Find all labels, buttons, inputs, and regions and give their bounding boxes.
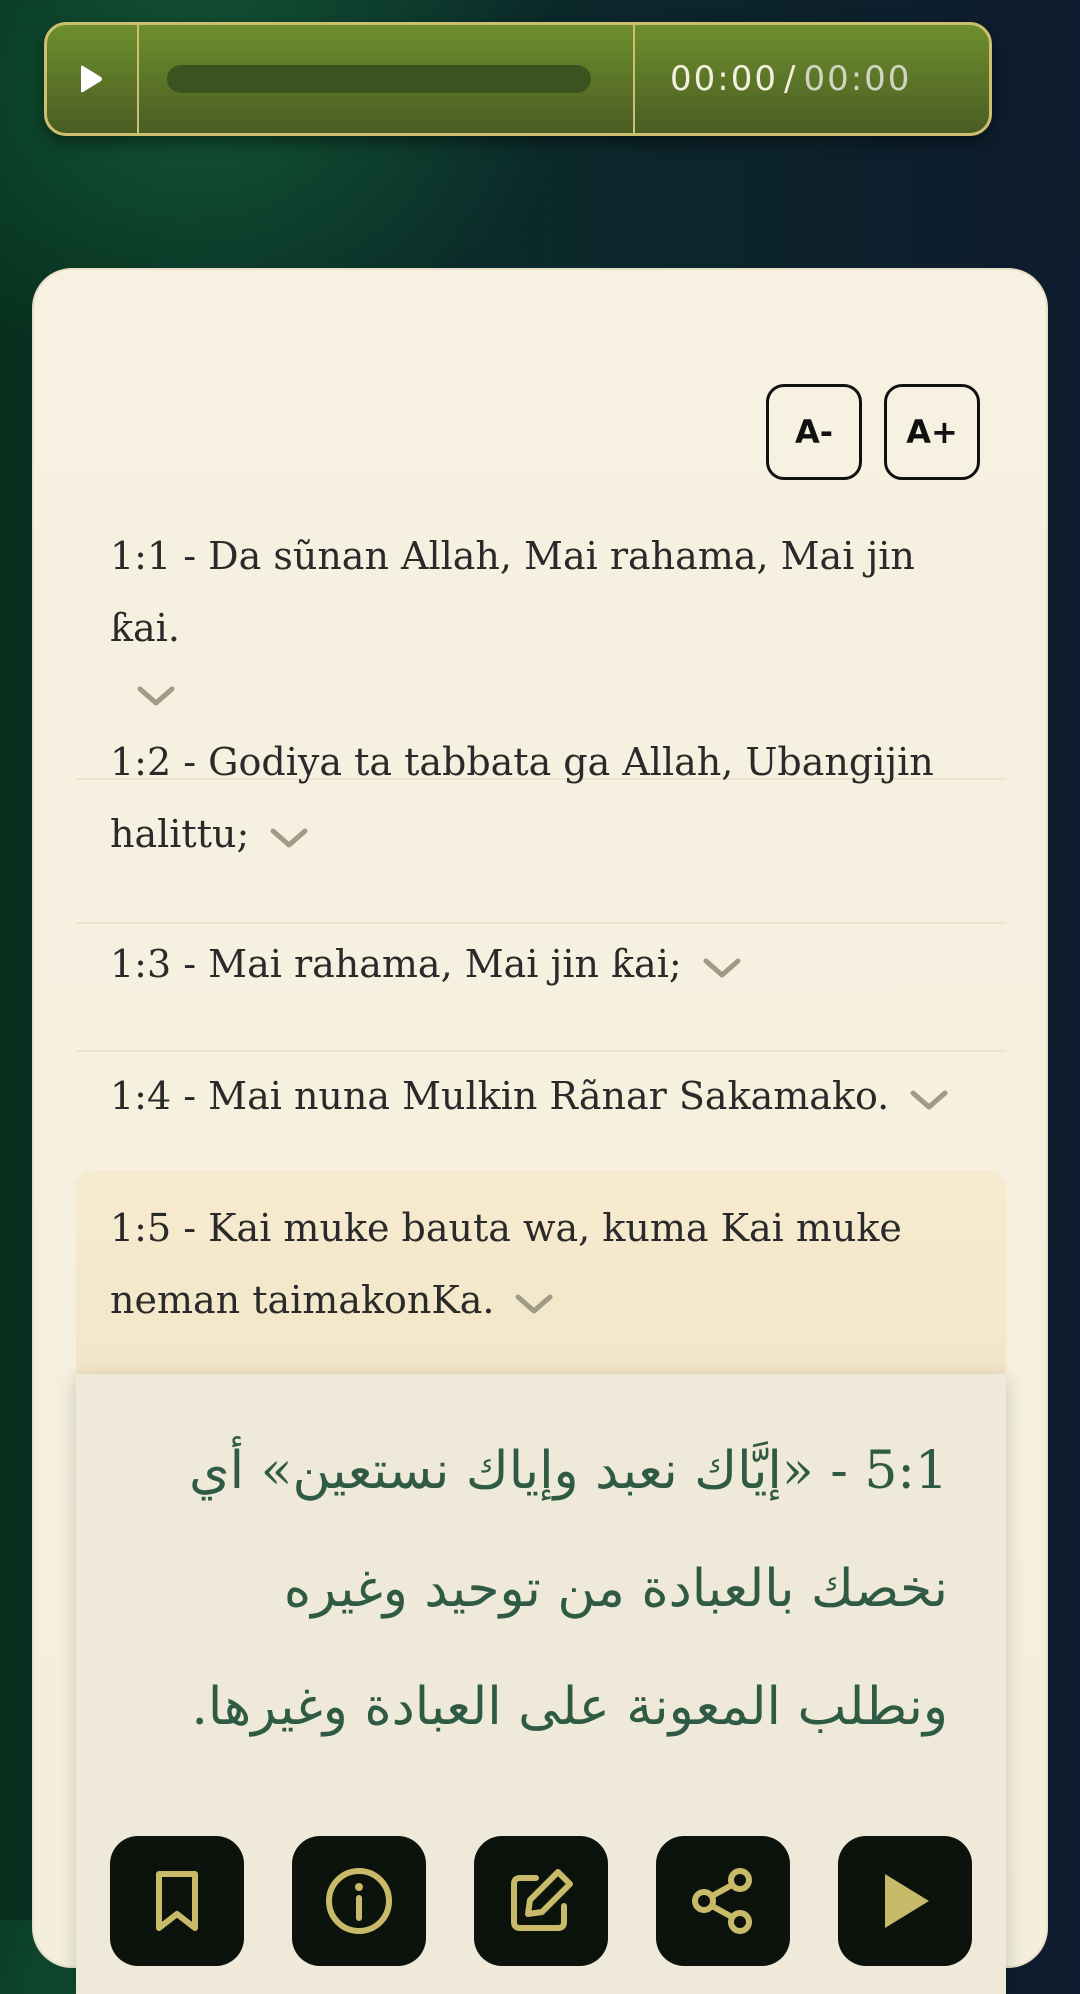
- decrease-font-button[interactable]: A-: [766, 384, 862, 480]
- verse-actions: [110, 1836, 972, 1966]
- play-verse-button[interactable]: [838, 1836, 972, 1966]
- duration: 00:00: [803, 59, 912, 99]
- verse-item-active[interactable]: [76, 1170, 1006, 1376]
- share-button[interactable]: [656, 1836, 790, 1966]
- info-icon: [324, 1866, 394, 1936]
- time-display: [635, 25, 989, 133]
- verse-item[interactable]: [76, 726, 1006, 924]
- audio-player: [44, 22, 992, 136]
- chevron-up-icon[interactable]: [514, 1268, 554, 1340]
- current-time: 00:00: [670, 59, 778, 99]
- chevron-down-icon[interactable]: [909, 1064, 949, 1136]
- play-icon: [79, 63, 105, 95]
- verse-text: 1:1 - Da sũnan Allah, Mai rahama, Mai jin ƙai.: [110, 534, 915, 650]
- increase-font-button[interactable]: A+: [884, 384, 980, 480]
- progress-bar[interactable]: [167, 65, 591, 93]
- play-icon: [875, 1868, 935, 1934]
- edit-button[interactable]: [474, 1836, 608, 1966]
- bookmark-icon: [147, 1868, 207, 1934]
- verse-item[interactable]: [76, 928, 1006, 1052]
- bookmark-button[interactable]: [110, 1836, 244, 1966]
- tafsir-panel: [76, 1374, 1006, 1994]
- time-separator: /: [783, 59, 798, 99]
- edit-icon: [506, 1866, 576, 1936]
- chevron-down-icon[interactable]: [110, 660, 970, 732]
- verses-card: [32, 268, 1048, 1968]
- tafsir-text: 5:1 - «إيَّاك نعبد وإياك نستعين» أي نخصك بالعبادة من توحيد وغيره ونطلب المعونة على العبادة وغيرها.: [188, 1441, 948, 1737]
- share-icon: [688, 1866, 758, 1936]
- progress-area: [139, 25, 635, 133]
- verse-text: 1:5 - Kai muke bauta wa, kuma Kai muke neman taimakonKa.: [110, 1206, 902, 1322]
- chevron-down-icon[interactable]: [269, 802, 309, 874]
- chevron-down-icon[interactable]: [702, 932, 742, 1004]
- player-play-button[interactable]: [47, 25, 139, 133]
- verse-item[interactable]: [76, 1060, 1006, 1184]
- info-button[interactable]: [292, 1836, 426, 1966]
- verse-text: 1:4 - Mai nuna Mulkin Rãnar Sakamako.: [110, 1074, 890, 1118]
- verse-text: 1:2 - Godiya ta tabbata ga Allah, Ubangijin halittu;: [110, 740, 934, 856]
- verse-text: 1:3 - Mai rahama, Mai jin ƙai;: [110, 942, 682, 986]
